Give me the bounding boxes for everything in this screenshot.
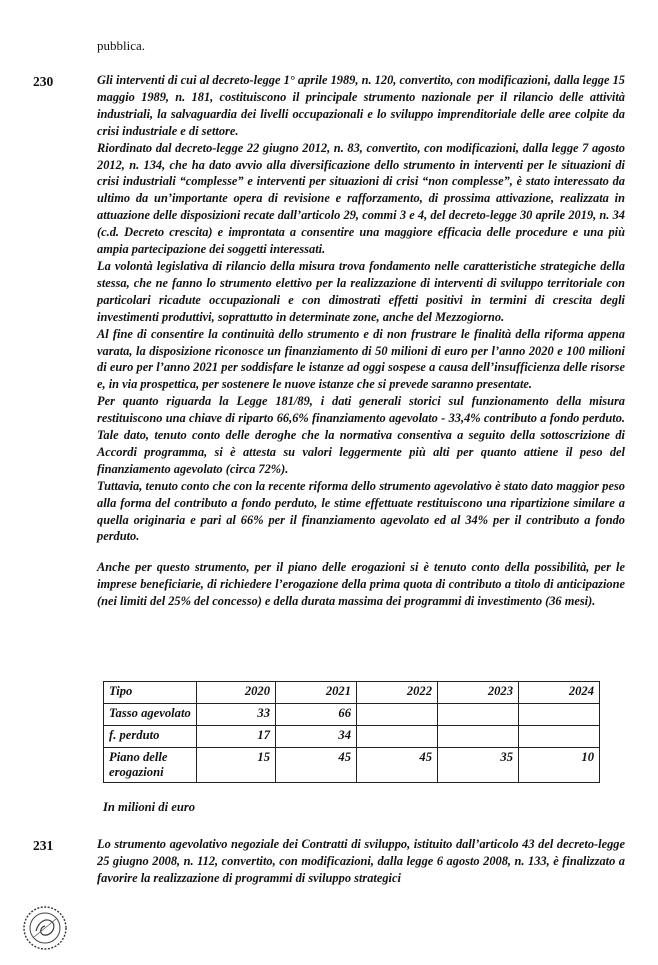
table-cell: 33 [197, 704, 276, 726]
section-number-231: 231 [33, 838, 54, 853]
header-cell: 2024 [519, 682, 600, 704]
section-number-230: 230 [33, 74, 54, 89]
paragraph: Tuttavia, tenuto conto che con la recente riforma dello strumento agevolativo è stato dato maggior peso alla forma del contributo a fondo perduto, le stime effettuate restituiscono una ripartizione similare a quella originaria e pari al 66% per il finanziamento agevolato ed al 34% per il contributo a fondo perduto. [97, 478, 625, 544]
table-cell: 35 [438, 748, 519, 783]
paragraph: Lo strumento agevolativo negoziale dei Contratti di sviluppo, istituito dall’articolo 43 del decreto-legge 25 giugno 2008, n. 112, convertito, con modificazioni, dalla legge 6 agosto 2008, n. 133, è finalizzato a favorire la realizzazione di programmi di sviluppo strategici [97, 837, 625, 885]
header-cell: 2021 [276, 682, 357, 704]
paragraph: La volontà legislativa di rilancio della misura trova fondamento nelle caratteristiche strategiche della stessa, che ne fanno lo strumento elettivo per la realizzazione di interventi di sviluppo territoriale con particolari ricadute occupazionali e con dimostrati effetti positivi in termini di crescita degli investimenti produttivi, soprattutto in determinate zone, anche del Mezzogiorno. [97, 258, 625, 324]
table-cell [438, 704, 519, 726]
table-cell [519, 726, 600, 748]
continuation-text: pubblica. [97, 38, 146, 53]
paragraph: Al fine di consentire la continuità dello strumento e di non frustrare le finalità della riforma appena varata, la disposizione riconosce un finanziamento di 50 milioni di euro per l’anno 2020 e 100 milioni di euro per l’anno 2021 per soddisfare le istanze ad oggi sospese a causa dell’insufficienza delle risorse e, in via prospettica, per sostenere le nuove istanze che si prevede saranno presentate. [97, 326, 625, 392]
table-cell: 34 [276, 726, 357, 748]
header-cell: 2023 [438, 682, 519, 704]
table-cell: 45 [276, 748, 357, 783]
table-cell [438, 726, 519, 748]
header-cell: Tipo [104, 682, 197, 704]
table-cell [519, 704, 600, 726]
table-row [104, 726, 600, 748]
header-cell: 2022 [357, 682, 438, 704]
paragraph: Anche per questo strumento, per il piano delle erogazioni si è tenuto conto della possibilità, per le imprese beneficiarie, di richiedere l’erogazione della prima quota di contributo a titolo di anticipazione (nei limiti del 25% del concesso) e della durata massima dei programmi di investimento (36 mesi). [97, 560, 625, 609]
table-caption: In milioni di euro [103, 800, 196, 814]
paragraph: Per quanto riguarda la Legge 181/89, i dati generali storici sul funzionamento della misura restituiscono una chiave di riparto 66,6% finanziamento agevolato - 33,4% contributo a fondo perduto. Tale dato, tenuto conto delle deroghe che la normativa consentiva a seguito della sottoscrizione di Accordi programma, si è attesta su valori leggermente più alti per quanto attiene il peso del finanziamento agevolato (circa 72%). [97, 394, 625, 476]
section-231-body [97, 836, 625, 887]
table-cell: 15 [197, 748, 276, 783]
paragraph: Gli interventi di cui al decreto-legge 1° aprile 1989, n. 120, convertito, con modificazioni, dalla legge 15 maggio 1989, n. 181, costituiscono il principale strumento nazionale per il rilancio delle attività industriali, la salvaguardia dei livelli occupazionali e lo sviluppo imprenditoriale delle aree colpite da crisi industriale e di settore. [97, 73, 625, 138]
table-cell: 10 [519, 748, 600, 783]
table-cell: 45 [357, 748, 438, 783]
table-row [104, 704, 600, 726]
table-header-row [104, 682, 600, 704]
header-cell: 2020 [197, 682, 276, 704]
row-label: Piano delle erogazioni [104, 748, 197, 783]
table-cell: 66 [276, 704, 357, 726]
row-label: f. perduto [104, 726, 197, 748]
table-row [104, 748, 600, 783]
seal-stamp-icon [22, 905, 68, 951]
row-label: Tasso agevolato [104, 704, 197, 726]
section-230-body [97, 72, 625, 610]
table-cell [357, 704, 438, 726]
paragraph: Riordinato dal decreto-legge 22 giugno 2012, n. 83, convertito, con modificazioni, dalla legge 7 agosto 2012, n. 134, che ha dato avvio alla diversificazione dello strumento in interventi per le situazioni di crisi industriali “complesse” e interventi per situazioni di crisi “non complesse”, è stato interessato da ultimo da un’importante opera di revisione e rafforzamento, di prossima attivazione, realizzata in attuazione delle disposizioni recate dall’articolo 29, commi 3 e 4, del decreto-legge 30 aprile 2019, n. 34 (c.d. Decreto crescita) e improntata a consentire una maggiore efficacia delle procedure e una più ampia partecipazione dei soggetti interessati. [97, 140, 625, 257]
table-cell: 17 [197, 726, 276, 748]
financing-table [103, 681, 600, 783]
table-cell [357, 726, 438, 748]
